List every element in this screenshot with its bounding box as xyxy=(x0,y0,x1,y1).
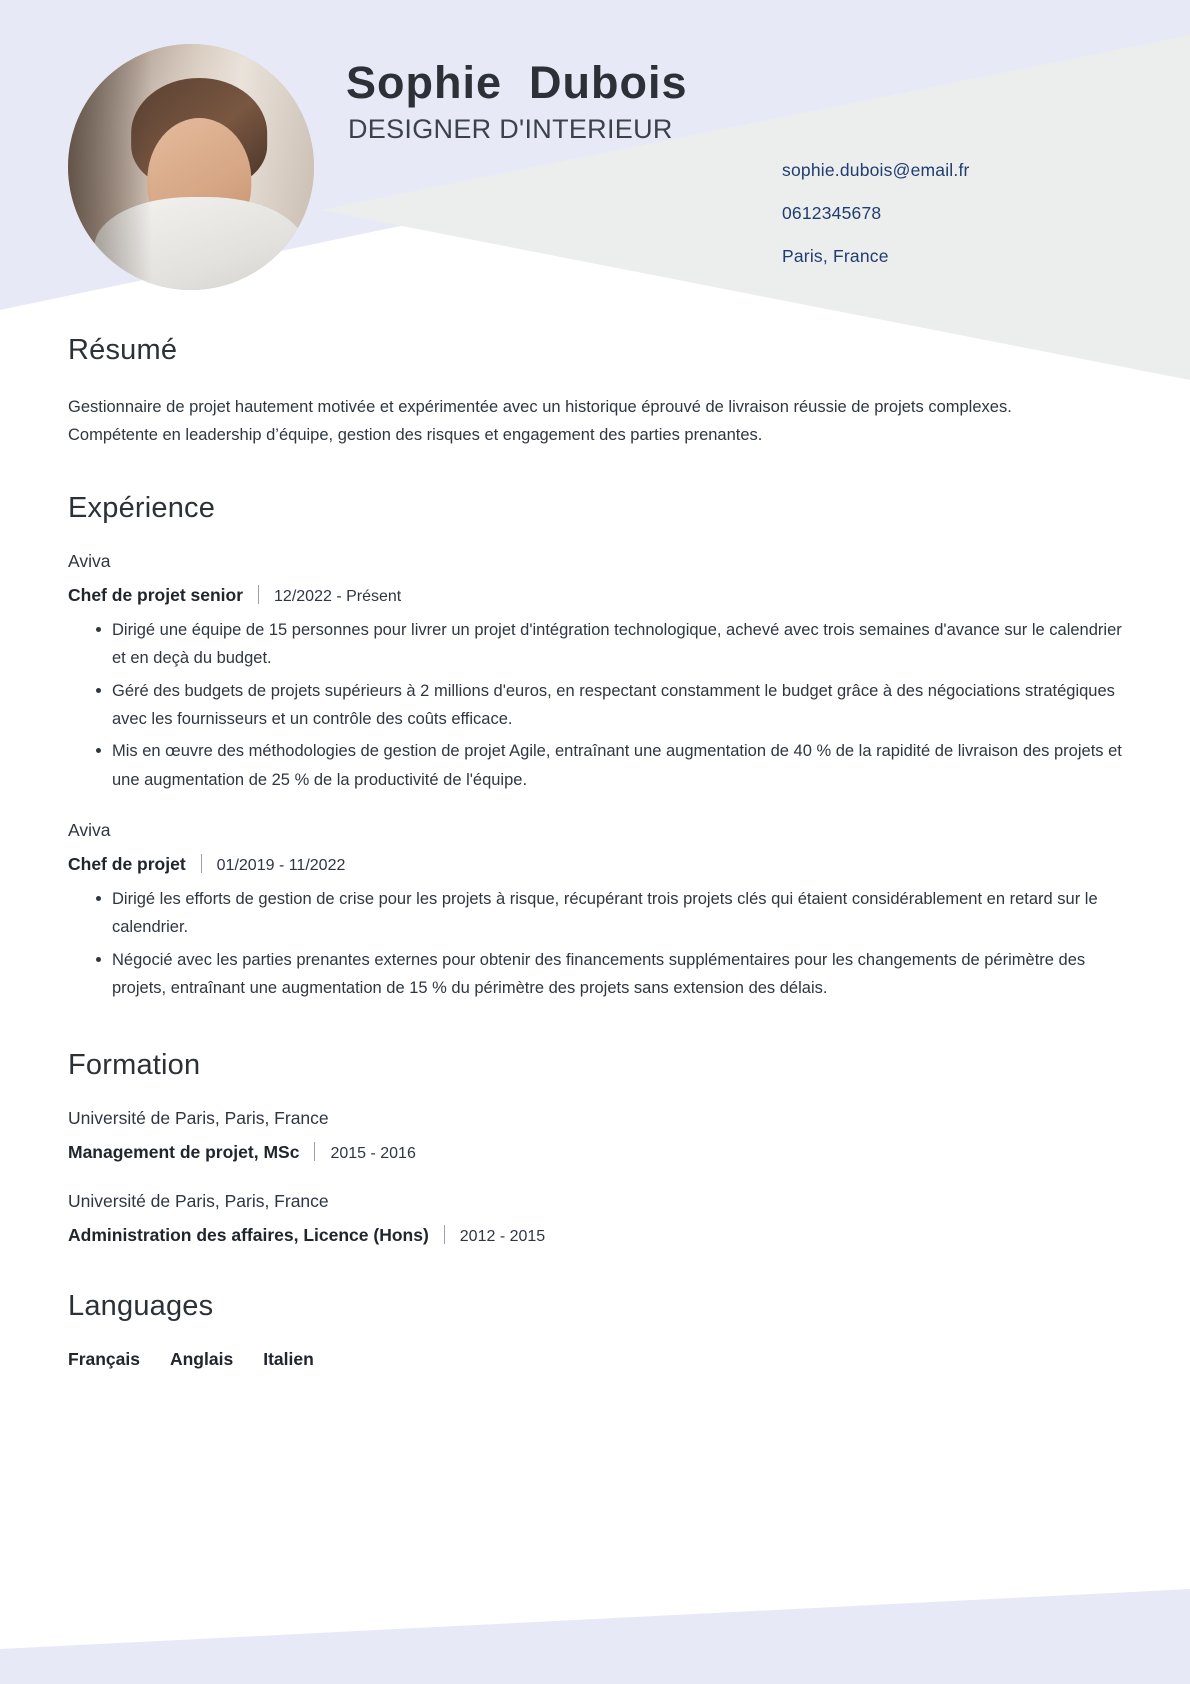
section-title-summary: Résumé xyxy=(68,334,178,366)
languages-list xyxy=(68,1349,1122,1370)
education-degree-row xyxy=(68,1139,1122,1163)
separator-line xyxy=(201,854,202,873)
experience-dates: 12/2022 - Présent xyxy=(274,587,402,605)
experience-bullets xyxy=(68,885,1122,1003)
contact-location: Paris, France xyxy=(782,246,889,266)
experience-bullet: Dirigé une équipe de 15 personnes pour livrer un projet d'intégration technologique, achevé avec trois semaines d'avance sur le calendrier et en deçà du budget. xyxy=(98,616,1122,673)
education-degree-row xyxy=(68,1222,1122,1246)
language-item: Anglais xyxy=(169,1348,234,1369)
separator-line xyxy=(444,1225,445,1244)
name-block xyxy=(346,58,688,145)
section-experience xyxy=(68,492,1122,1003)
resume-header xyxy=(68,0,1122,330)
experience-bullet: Négocié avec les parties prenantes externes pour obtenir des financements supplémentaires pour les changements de périmètre des projets, entraînant une augmentation de 15 % du périmètre des projets sans extension des délais. xyxy=(98,946,1122,1003)
separator-line xyxy=(258,585,259,604)
experience-dates: 01/2019 - 11/2022 xyxy=(216,857,346,874)
experience-role-row xyxy=(68,851,1122,875)
summary-text: Gestionnaire de projet hautement motivée et expérimentée avec un historique éprouvé de livraison réussie de projets complexes. Compétente en leadership d’équipe, gestion des risques et engagement des parties prenantes. xyxy=(68,398,1012,445)
experience-role: Chef de projet senior xyxy=(68,584,244,605)
candidate-name: Sophie Dubois xyxy=(346,57,688,108)
section-summary xyxy=(68,334,1122,450)
contact-block xyxy=(782,160,1112,267)
education-dates: 2012 - 2015 xyxy=(459,1227,546,1245)
experience-role-row xyxy=(68,582,1122,606)
experience-item xyxy=(68,820,1122,1003)
education-item xyxy=(68,1108,1122,1163)
experience-role: Chef de projet xyxy=(68,854,186,874)
section-languages xyxy=(68,1290,1122,1370)
contact-email[interactable]: sophie.dubois@email.fr xyxy=(782,160,970,180)
education-school: Université de Paris, Paris, France xyxy=(68,1190,329,1211)
avatar-shading xyxy=(68,44,152,290)
separator-line xyxy=(314,1142,315,1161)
experience-bullets xyxy=(68,616,1122,794)
experience-company: Aviva xyxy=(68,820,111,840)
experience-company: Aviva xyxy=(68,550,111,571)
education-dates: 2015 - 2016 xyxy=(330,1144,416,1162)
education-item xyxy=(68,1191,1122,1246)
language-item: Français xyxy=(68,1348,140,1369)
language-item: Italien xyxy=(263,1348,314,1369)
experience-bullet: Géré des budgets de projets supérieurs à 2 millions d'euros, en respectant constamment le budget grâce à des négociations stratégiques avec les fournisseurs et un contrôle des coûts efficace. xyxy=(98,677,1122,734)
section-education xyxy=(68,1049,1122,1246)
candidate-job-title: DESIGNER D'INTERIEUR xyxy=(348,113,673,144)
section-title-experience: Expérience xyxy=(68,491,216,524)
section-title-education: Formation xyxy=(68,1048,201,1081)
experience-bullet: Mis en œuvre des méthodologies de gestion de projet Agile, entraînant une augmentation de 40 % de la rapidité de livraison des projets et une augmentation de 25 % de la productivité de l'équipe. xyxy=(98,737,1122,794)
lavender-banner-bottom xyxy=(0,1554,1190,1684)
contact-phone[interactable]: 0612345678 xyxy=(782,203,882,223)
education-degree: Management de projet, MSc xyxy=(68,1141,300,1162)
experience-bullet: Dirigé les efforts de gestion de crise pour les projets à risque, récupérant trois projets clés qui étaient considérablement en retard sur le calendrier. xyxy=(98,885,1122,942)
experience-item xyxy=(68,551,1122,794)
avatar xyxy=(68,44,314,290)
education-degree: Administration des affaires, Licence (Hons) xyxy=(68,1224,429,1245)
section-title-languages: Languages xyxy=(68,1289,214,1322)
education-school: Université de Paris, Paris, France xyxy=(68,1107,329,1128)
avatar-photo xyxy=(68,44,314,290)
